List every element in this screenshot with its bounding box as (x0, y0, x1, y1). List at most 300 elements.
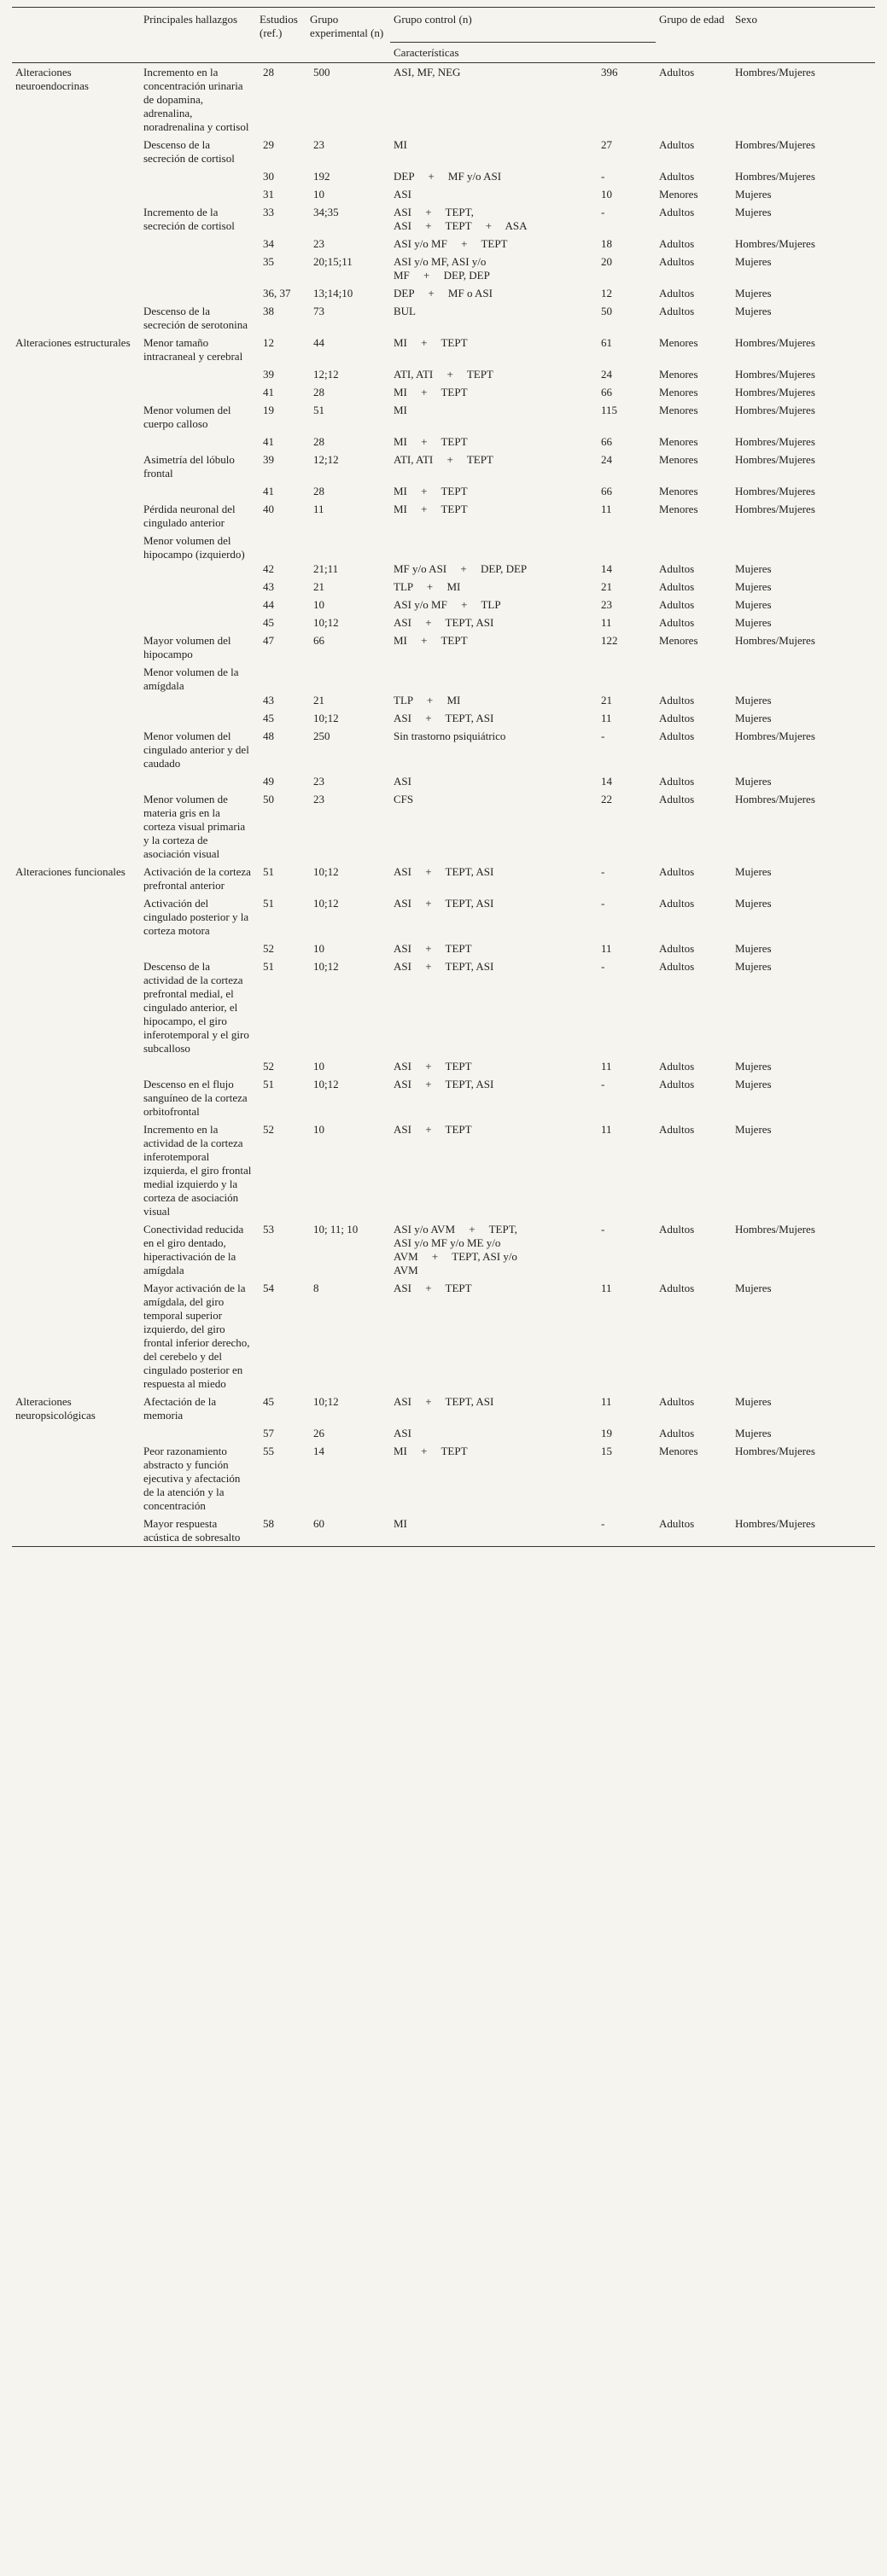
control-n-cell: 21 (601, 579, 612, 593)
category-cell (12, 1220, 140, 1279)
age-group-cell: Adultos (659, 169, 695, 183)
control-characteristics-cell: ASI y/o MF, ASI y/o MF + DEP, DEP (394, 254, 490, 282)
control-n-cell: 15 (601, 1444, 612, 1457)
finding-cell: Afectación de la memoria (143, 1394, 217, 1422)
experimental-n-cell: 10;12 (313, 1077, 339, 1090)
control-characteristics-cell: ASI y/o AVM + TEPT, ASI y/o MF y/o ME y/o AVM + TEPT, ASI y/o AVM (394, 1222, 517, 1276)
sex-cell: Hombres/Mujeres (735, 367, 815, 381)
sex-cell: Hombres/Mujeres (735, 169, 815, 183)
table-row (12, 1442, 875, 1515)
experimental-n-cell: 28 (313, 484, 324, 497)
experimental-n-cell: 10; 11; 10 (313, 1222, 359, 1236)
table-row (12, 1424, 875, 1442)
experimental-n-cell: 28 (313, 434, 324, 448)
finding-cell (140, 235, 256, 253)
control-n-cell: - (601, 729, 605, 742)
finding-cell: Menor volumen del cingulado anterior y del caudado (143, 729, 249, 770)
control-n-cell: 66 (601, 385, 612, 398)
control-characteristics-cell: TLP + MI (394, 579, 461, 593)
finding-cell: Mayor activación de la amígdala, del giro temporal superior izquierdo, del giro frontal inferior derecho, del cerebelo y del cingulado posterior en respuesta al miedo (143, 1281, 250, 1390)
age-group-cell: Adultos (659, 729, 695, 742)
age-group-cell: Adultos (659, 774, 695, 788)
sex-cell: Mujeres (735, 711, 772, 724)
study-ref-cell: 58 (263, 1516, 274, 1530)
category-cell (12, 663, 140, 709)
control-n-cell: 24 (601, 452, 612, 466)
table-row (12, 451, 875, 482)
control-characteristics-cell: ASI y/o MF + TEPT (394, 236, 508, 250)
study-ref-cell: 28 (263, 65, 274, 79)
study-ref-cell: 40 (263, 502, 274, 515)
experimental-n-cell: 500 (313, 65, 330, 79)
control-characteristics-cell: MI + TEPT (394, 502, 468, 515)
experimental-n-cell: 10;12 (313, 959, 339, 973)
category-cell (12, 1279, 140, 1393)
age-group-cell: Adultos (659, 236, 695, 250)
table-row (12, 613, 875, 631)
study-ref-cell: 31 (263, 187, 274, 201)
control-n-cell: - (601, 959, 605, 973)
category-cell (12, 500, 140, 532)
table-row (12, 727, 875, 772)
finding-cell: Incremento en la concentración urinaria de dopamina, adrenalina, noradrenalina y cortisol (143, 65, 249, 133)
age-group-cell: Menores (659, 403, 698, 416)
finding-cell (140, 613, 256, 631)
finding-cell (140, 185, 256, 203)
table-row (12, 334, 875, 365)
control-characteristics-cell: MI + TEPT (394, 335, 468, 349)
control-n-cell: 19 (601, 1426, 612, 1439)
finding-cell: Incremento en la actividad de la corteza inferotemporal izquierda, el giro frontal medial izquierdo y la corteza de asociación visual (143, 1122, 252, 1218)
sex-cell: Mujeres (735, 254, 772, 268)
finding-cell (140, 1424, 256, 1442)
category-cell (12, 482, 140, 500)
finding-cell: Menor volumen de materia gris en la corteza visual primaria y la corteza de asociación visual (143, 792, 246, 860)
control-characteristics-cell: ASI + TEPT (394, 1059, 472, 1073)
control-characteristics-cell: DEP + MF o ASI (394, 286, 493, 299)
table-row (12, 253, 875, 284)
sex-cell: Hombres/Mujeres (735, 65, 815, 79)
category-cell (12, 772, 140, 790)
sex-cell: Hombres/Mujeres (735, 1444, 815, 1457)
age-group-cell: Menores (659, 452, 698, 466)
sex-cell: Mujeres (735, 205, 772, 218)
finding-cell: Descenso de la secreción de cortisol (143, 137, 235, 165)
control-characteristics-cell: ASI y/o MF + TLP (394, 597, 501, 611)
sex-cell: Mujeres (735, 579, 772, 593)
study-ref-cell: 30 (263, 169, 274, 183)
age-group-cell: Menores (659, 434, 698, 448)
finding-cell (140, 1057, 256, 1075)
category-cell (12, 596, 140, 613)
sex-cell: Hombres/Mujeres (735, 434, 815, 448)
control-n-cell: 11 (601, 941, 612, 955)
control-n-cell: 24 (601, 367, 612, 381)
sex-cell: Mujeres (735, 1394, 772, 1408)
control-n-cell: 11 (601, 1281, 612, 1294)
table-body (12, 62, 875, 1546)
category-cell (12, 203, 140, 235)
table-row (12, 284, 875, 302)
experimental-n-cell: 28 (313, 385, 324, 398)
finding-cell: Menor volumen de la amígdala (143, 665, 239, 692)
experimental-n-cell: 51 (313, 403, 324, 416)
control-characteristics-cell: ASI (394, 187, 411, 201)
control-n-cell: 21 (601, 693, 612, 707)
control-characteristics-cell: MI + TEPT (394, 434, 468, 448)
control-n-cell: 66 (601, 484, 612, 497)
sex-cell: Hombres/Mujeres (735, 452, 815, 466)
table-row (12, 863, 875, 894)
table-row (12, 709, 875, 727)
experimental-n-cell: 44 (313, 335, 324, 349)
control-n-cell: - (601, 896, 605, 910)
table-row (12, 383, 875, 401)
experimental-n-cell: 250 (313, 729, 330, 742)
experimental-n-cell: 10;12 (313, 615, 339, 629)
experimental-n-cell: 23 (313, 236, 324, 250)
age-group-cell: Adultos (659, 304, 695, 317)
study-ref-cell: 39 (263, 452, 274, 466)
control-characteristics-cell: ASI + TEPT, ASI (394, 711, 494, 724)
experimental-n-cell: 11 (313, 502, 324, 515)
age-group-cell: Adultos (659, 615, 695, 629)
category-cell (12, 894, 140, 939)
control-characteristics-cell: BUL (394, 304, 416, 317)
study-ref-cell: 41 (263, 385, 274, 398)
study-ref-cell: 52 (263, 941, 274, 955)
control-characteristics-cell: ASI + TEPT (394, 1122, 472, 1136)
category-cell (12, 302, 140, 334)
sex-cell: Mujeres (735, 1077, 772, 1090)
finding-cell (140, 383, 256, 401)
finding-cell: Peor razonamiento abstracto y función ejecutiva y afectación de la atención y la concentración (143, 1444, 241, 1512)
category-cell (12, 1057, 140, 1075)
experimental-n-cell: 8 (313, 1281, 319, 1294)
category-cell (12, 253, 140, 284)
findings-table (12, 7, 875, 1547)
category-cell (12, 578, 140, 596)
sex-cell: Mujeres (735, 561, 772, 575)
age-group-cell: Adultos (659, 205, 695, 218)
study-ref-cell: 36, 37 (263, 286, 291, 299)
age-group-cell: Adultos (659, 792, 695, 805)
experimental-n-cell: 10;12 (313, 1394, 339, 1408)
table-row (12, 1393, 875, 1424)
control-n-cell: 11 (601, 1059, 612, 1073)
sex-cell: Mujeres (735, 615, 772, 629)
category-cell (12, 433, 140, 451)
age-group-cell: Adultos (659, 579, 695, 593)
study-ref-cell: 52 (263, 1122, 274, 1136)
sex-cell: Hombres/Mujeres (735, 792, 815, 805)
control-characteristics-cell: ASI + TEPT (394, 941, 472, 955)
age-group-cell: Adultos (659, 864, 695, 878)
category-cell (12, 235, 140, 253)
control-characteristics-cell: ASI + TEPT, ASI (394, 864, 494, 878)
finding-cell: Incremento de la secreción de cortisol (143, 205, 235, 232)
sex-cell: Mujeres (735, 1059, 772, 1073)
age-group-cell: Adultos (659, 137, 695, 151)
category-cell: Alteraciones neuropsicológicas (15, 1394, 96, 1422)
study-ref-cell: 51 (263, 896, 274, 910)
control-characteristics-cell: MI (394, 137, 407, 151)
experimental-n-cell: 10 (313, 187, 324, 201)
experimental-n-cell: 23 (313, 137, 324, 151)
sex-cell: Mujeres (735, 693, 772, 707)
category-cell (12, 284, 140, 302)
age-group-cell: Adultos (659, 597, 695, 611)
control-characteristics-cell: ASI + TEPT, ASI (394, 896, 494, 910)
control-characteristics-cell: MI (394, 403, 407, 416)
category-cell (12, 613, 140, 631)
finding-cell (140, 482, 256, 500)
table-row (12, 1120, 875, 1220)
table-row (12, 939, 875, 957)
table-row (12, 1279, 875, 1393)
age-group-cell: Adultos (659, 65, 695, 79)
study-ref-cell: 41 (263, 484, 274, 497)
control-n-cell: 11 (601, 615, 612, 629)
control-n-cell: 122 (601, 633, 618, 647)
header-age-group: Grupo de edad (659, 13, 725, 26)
study-ref-cell: 19 (263, 403, 274, 416)
age-group-cell: Adultos (659, 1281, 695, 1294)
category-cell (12, 1075, 140, 1120)
table-row (12, 167, 875, 185)
study-ref-cell: 45 (263, 615, 274, 629)
study-ref-cell: 47 (263, 633, 274, 647)
control-characteristics-cell: ASI, MF, NEG (394, 65, 461, 79)
control-n-cell: 11 (601, 711, 612, 724)
category-cell (12, 957, 140, 1057)
age-group-cell: Menores (659, 335, 698, 349)
control-characteristics-cell: MI + TEPT (394, 484, 468, 497)
table-row (12, 957, 875, 1057)
control-n-cell: 11 (601, 1122, 612, 1136)
study-ref-cell: 35 (263, 254, 274, 268)
sex-cell: Hombres/Mujeres (735, 335, 815, 349)
sex-cell: Mujeres (735, 304, 772, 317)
sex-cell: Mujeres (735, 1122, 772, 1136)
experimental-n-cell: 12;12 (313, 452, 339, 466)
study-ref-cell: 42 (263, 561, 274, 575)
finding-cell (140, 365, 256, 383)
control-n-cell: 14 (601, 561, 612, 575)
experimental-n-cell: 192 (313, 169, 330, 183)
age-group-cell: Adultos (659, 711, 695, 724)
sex-cell: Hombres/Mujeres (735, 1516, 815, 1530)
experimental-n-cell: 10 (313, 1059, 324, 1073)
experimental-n-cell: 60 (313, 1516, 324, 1530)
finding-cell (140, 253, 256, 284)
table-row (12, 136, 875, 167)
age-group-cell: Adultos (659, 1059, 695, 1073)
study-ref-cell: 51 (263, 1077, 274, 1090)
control-n-cell: 27 (601, 137, 612, 151)
study-ref-cell: 12 (263, 335, 274, 349)
header-category (12, 8, 140, 43)
experimental-n-cell: 21;11 (313, 561, 339, 575)
control-characteristics-cell: TLP + MI (394, 693, 461, 707)
experimental-n-cell: 10 (313, 597, 324, 611)
control-n-cell: 18 (601, 236, 612, 250)
table-header (12, 8, 875, 63)
category-cell (12, 401, 140, 433)
sex-cell: Hombres/Mujeres (735, 137, 815, 151)
control-n-cell: - (601, 1516, 605, 1530)
sex-cell: Mujeres (735, 597, 772, 611)
experimental-n-cell: 23 (313, 774, 324, 788)
age-group-cell: Adultos (659, 959, 695, 973)
experimental-n-cell: 20;15;11 (313, 254, 353, 268)
table-row (12, 1057, 875, 1075)
sex-cell: Mujeres (735, 941, 772, 955)
table-row (12, 185, 875, 203)
table-row (12, 433, 875, 451)
control-characteristics-cell: ASI + TEPT, ASI + TEPT + ASA (394, 205, 528, 232)
category-cell (12, 631, 140, 663)
study-ref-cell: 53 (263, 1222, 274, 1236)
sex-cell: Mujeres (735, 1281, 772, 1294)
finding-cell: Mayor volumen del hipocampo (143, 633, 231, 660)
control-n-cell: 11 (601, 1394, 612, 1408)
header-sex: Sexo (735, 13, 758, 26)
study-ref-cell: 55 (263, 1444, 274, 1457)
age-group-cell: Menores (659, 484, 698, 497)
control-n-cell: 23 (601, 597, 612, 611)
header-characteristics: Características (390, 42, 656, 62)
header-control: Grupo control (n) (394, 13, 472, 26)
finding-cell: Descenso en el flujo sanguíneo de la corteza orbitofrontal (143, 1077, 248, 1118)
category-cell (12, 1442, 140, 1515)
age-group-cell: Adultos (659, 896, 695, 910)
age-group-cell: Adultos (659, 254, 695, 268)
sex-cell: Hombres/Mujeres (735, 633, 815, 647)
study-ref-cell: 54 (263, 1281, 274, 1294)
age-group-cell: Menores (659, 385, 698, 398)
control-n-cell: 66 (601, 434, 612, 448)
experimental-n-cell: 21 (313, 693, 324, 707)
sex-cell: Hombres/Mujeres (735, 385, 815, 398)
study-ref-cell: 57 (263, 1426, 274, 1439)
study-ref-cell: 29 (263, 137, 274, 151)
control-characteristics-cell: MI + TEPT (394, 633, 468, 647)
control-characteristics-cell: MI + TEPT (394, 385, 468, 398)
category-cell (12, 136, 140, 167)
category-cell (12, 727, 140, 772)
category-cell (12, 365, 140, 383)
study-ref-cell: 33 (263, 205, 274, 218)
finding-cell: Menor tamaño intracraneal y cerebral (143, 335, 243, 363)
experimental-n-cell: 34;35 (313, 205, 339, 218)
control-n-cell: - (601, 1077, 605, 1090)
experimental-n-cell: 10 (313, 1122, 324, 1136)
finding-cell (140, 284, 256, 302)
sex-cell: Mujeres (735, 959, 772, 973)
table-row (12, 772, 875, 790)
control-n-cell: 11 (601, 502, 612, 515)
finding-cell (140, 939, 256, 957)
control-characteristics-cell: Sin trastorno psiquiátrico (394, 729, 506, 742)
control-characteristics-cell: ASI (394, 1426, 411, 1439)
sex-cell: Mujeres (735, 286, 772, 299)
study-ref-cell: 45 (263, 1394, 274, 1408)
control-n-cell: - (601, 205, 605, 218)
control-n-cell: 61 (601, 335, 612, 349)
experimental-n-cell: 10;12 (313, 896, 339, 910)
finding-cell: Activación del cingulado posterior y la corteza motora (143, 896, 249, 937)
finding-cell: Activación de la corteza prefrontal anterior (143, 864, 251, 892)
age-group-cell: Menores (659, 633, 698, 647)
control-characteristics-cell: ASI + TEPT, ASI (394, 959, 494, 973)
finding-cell: Pérdida neuronal del cingulado anterior (143, 502, 236, 529)
sex-cell: Mujeres (735, 896, 772, 910)
finding-cell: Menor volumen del cuerpo calloso (143, 403, 231, 430)
category-cell: Alteraciones neuroendocrinas (15, 65, 89, 92)
control-n-cell: 22 (601, 792, 612, 805)
finding-cell (140, 772, 256, 790)
control-n-cell: 396 (601, 65, 618, 79)
age-group-cell: Menores (659, 1444, 698, 1457)
table-row (12, 1075, 875, 1120)
age-group-cell: Adultos (659, 1077, 695, 1090)
control-characteristics-cell: ASI + TEPT, ASI (394, 1077, 494, 1090)
control-characteristics-cell: ASI (394, 774, 411, 788)
finding-cell (140, 709, 256, 727)
sex-cell: Mujeres (735, 774, 772, 788)
header-experimental: Grupo experimental (n) (310, 13, 384, 39)
sex-cell: Mujeres (735, 1426, 772, 1439)
experimental-n-cell: 12;12 (313, 367, 339, 381)
study-ref-cell: 38 (263, 304, 274, 317)
control-characteristics-cell: ASI + TEPT (394, 1281, 472, 1294)
sex-cell: Hombres/Mujeres (735, 484, 815, 497)
finding-cell (140, 167, 256, 185)
table-row (12, 596, 875, 613)
control-characteristics-cell: MI (394, 1516, 407, 1530)
sex-cell: Hombres/Mujeres (735, 502, 815, 515)
control-n-cell: 12 (601, 286, 612, 299)
experimental-n-cell: 23 (313, 792, 324, 805)
table-row (12, 302, 875, 334)
control-n-cell: - (601, 169, 605, 183)
finding-cell: Menor volumen del hipocampo (izquierdo) (143, 533, 245, 561)
sex-cell: Mujeres (735, 187, 772, 201)
age-group-cell: Menores (659, 502, 698, 515)
category-cell (12, 939, 140, 957)
table-row (12, 1515, 875, 1547)
control-characteristics-cell: ASI + TEPT, ASI (394, 1394, 494, 1408)
table-row (12, 790, 875, 863)
sex-cell: Hombres/Mujeres (735, 403, 815, 416)
control-n-cell: 50 (601, 304, 612, 317)
finding-cell: Descenso de la secreción de serotonina (143, 304, 248, 331)
finding-cell (140, 578, 256, 596)
category-cell (12, 1515, 140, 1547)
study-ref-cell: 41 (263, 434, 274, 448)
control-characteristics-cell: ASI + TEPT, ASI (394, 615, 494, 629)
experimental-n-cell: 10 (313, 941, 324, 955)
study-ref-cell: 50 (263, 792, 274, 805)
experimental-n-cell: 66 (313, 633, 324, 647)
table-row (12, 203, 875, 235)
experimental-n-cell: 73 (313, 304, 324, 317)
study-ref-cell: 48 (263, 729, 274, 742)
category-cell (12, 383, 140, 401)
age-group-cell: Adultos (659, 1426, 695, 1439)
finding-cell: Descenso de la actividad de la corteza prefrontal medial, el cingulado anterior, el hipocampo, el giro inferotemporal y el giro subcalloso (143, 959, 249, 1055)
